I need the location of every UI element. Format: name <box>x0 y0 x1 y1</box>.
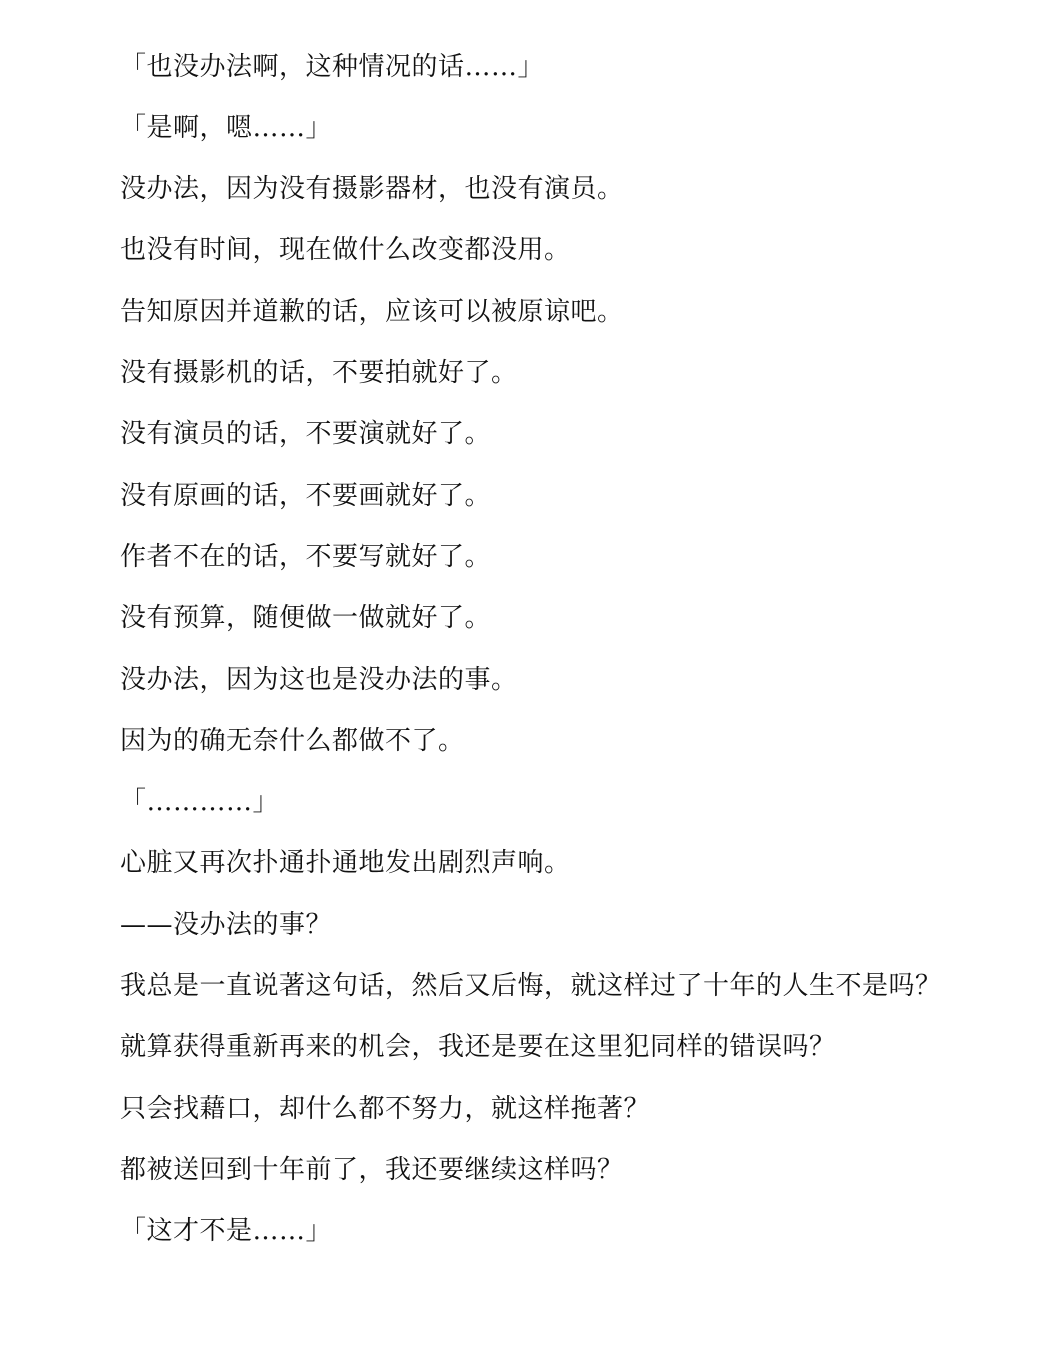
text-line: 没有原画的话，不要画就好了。 <box>120 481 492 511</box>
text-line: 没有摄影机的话，不要拍就好了。 <box>120 358 518 388</box>
text-line: 没有演员的话，不要演就好了。 <box>120 419 492 449</box>
text-line: 没办法，因为这也是没办法的事。 <box>120 665 518 695</box>
text-line: 「这才不是……」 <box>120 1216 333 1246</box>
text-line: 「也没办法啊，这种情况的话……」 <box>120 52 545 82</box>
text-line: ——没办法的事？ <box>120 910 333 940</box>
text-line: 没办法，因为没有摄影器材，也没有演员。 <box>120 174 624 204</box>
text-line: 都被送回到十年前了，我还要继续这样吗？ <box>120 1155 624 1185</box>
text-line: 「是啊，嗯……」 <box>120 113 333 143</box>
text-line: 也没有时间，现在做什么改变都没用。 <box>120 235 571 265</box>
text-line: 就算获得重新再来的机会，我还是要在这里犯同样的错误吗？ <box>120 1032 836 1062</box>
text-line: 因为的确无奈什么都做不了。 <box>120 726 465 756</box>
text-line: 告知原因并道歉的话，应该可以被原谅吧。 <box>120 297 624 327</box>
text-line: 心脏又再次扑通扑通地发出剧烈声响。 <box>120 848 571 878</box>
text-line: 「…………」 <box>120 787 280 817</box>
text-line: 我总是一直说著这句话，然后又后悔，就这样过了十年的人生不是吗？ <box>120 971 942 1001</box>
text-line: 只会找藉口，却什么都不努力，就这样拖著？ <box>120 1094 651 1124</box>
text-line: 没有预算，随便做一做就好了。 <box>120 603 492 633</box>
text-line: 作者不在的话，不要写就好了。 <box>120 542 492 572</box>
